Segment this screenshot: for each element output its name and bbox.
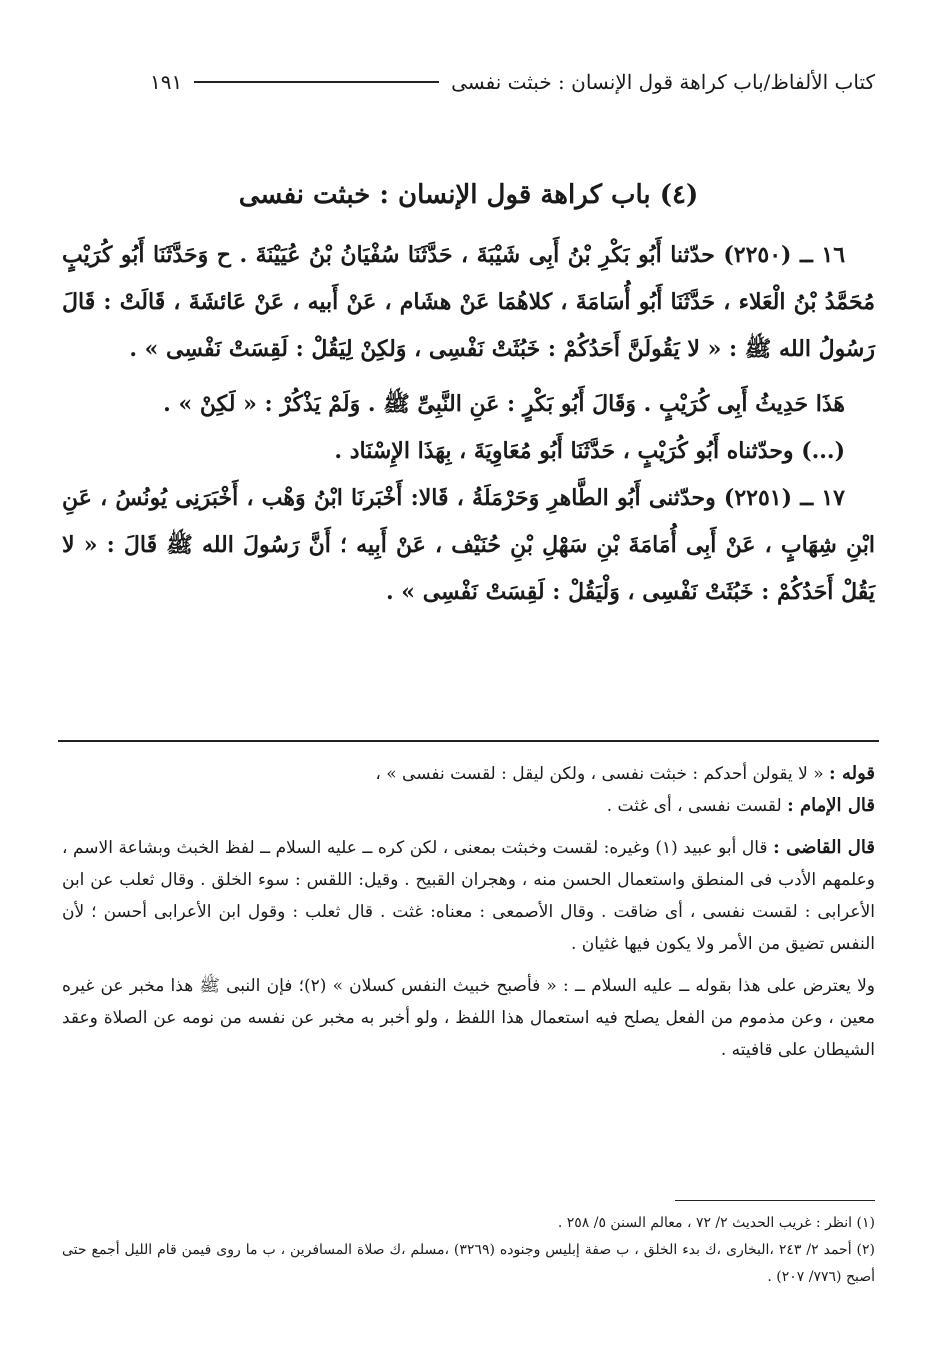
hadith-text xyxy=(62,232,875,616)
chapter-title: (٤) باب كراهة قول الإنسان : خبثت نفسى xyxy=(238,180,699,210)
commentary-paragraph-2 xyxy=(62,790,875,822)
running-header xyxy=(150,62,875,102)
hadith-paragraph-2: هَذَا حَدِيثُ أَبِى كُرَيْبٍ . وَقَالَ أَبُو بَكْرٍ : عَنِ النَّبِىِّ ﷺ . وَلَمْ يَذْكُرْ : « لَكِنْ » . xyxy=(163,391,845,417)
commentary-lead-3: قال القاضى : xyxy=(773,837,875,858)
commentary-text-1: « لا يقولن أحدكم : خبثت نفسى ، ولكن ليقل : لقست نفسى » ، xyxy=(375,764,824,784)
footnote-2: (٢) أحمد ٢/ ٢٤٣ ،البخارى ،ك بدء الخلق ، ب صفة إبليس وجنوده (٣٢٦٩) ،مسلم ،ك صلاة المسافرين ، ب ما روى فيمن قام الليل أجمع حتى أصبح (٧٧٦/ ٢٠٧) . xyxy=(62,1242,875,1285)
hadith-paragraph-1: ١٦ ــ (٢٢٥٠) حدّثنا أَبُو بَكْرِ بْنُ أَبِى شَيْبَةَ ، حَدَّثَنَا سُفْيَانُ بْنُ عُيَيْنَةَ . ح وَحَدَّثَنَا أَبُو كُرَيْبٍ مُحَمَّدُ بْنُ الْعَلاء ، حَدَّثَنَا أَبُو أُسَامَةَ ، كلاهُمَا عَنْ هشَام ، عَنْ أَبيه ، عَنْ عَائشَةَ ، قَالَتْ : قَالَ رَسُولُ الله ﷺ : « لا يَقُولَنَّ أَحَدُكُمْ : خَبُثَتْ نَفْسِى ، وَلكِنْ لِيَقُلْ : لَقِسَتْ نَفْسِى » . xyxy=(62,242,875,362)
commentary-paragraph-3 xyxy=(62,832,875,960)
commentary-lead-1: قوله : xyxy=(829,763,875,784)
header-rule xyxy=(194,81,439,83)
commentary-text-3: قال أبو عبيد (١) وغيره: لقست وخبثت بمعنى ، لكن كره ــ عليه السلام ــ لفظ الخبث وبشاعة الاسم ، وعلمهم الأدب فى المنطق واستعمال الحسن منه ، وهجران القبيح . وقيل: اللقس : سوء الخلق . وقال ثعلب عن ابن الأعرابى : لقست نفسى ، أى ضاقت . وقال الأصمعى : معناه: غثت . قال ثعلب : وقول ابن الأعرابى أحسن ؛ لأن النفس تضيق من الأمر ولا يكون فيها غثيان . xyxy=(62,838,875,954)
hadith-paragraph-4: ١٧ ــ (٢٢٥١) وحدّثنى أَبُو الطَّاهرِ وَحَرْمَلَةُ ، قَالا: أَخْبَرنَا ابْنُ وَهْب ، أَخْبَرَنِى يُونُسُ ، عَنِ ابْنِ شِهَابٍ ، عَنْ أَبِى أُمَامَةَ بْنِ سَهْلِ بْنِ حُنَيْف ، عَنْ أَبِيه ؛ أَنَّ رَسُولَ الله ﷺ قَالَ : « لا يَقُلْ أَحَدُكُمْ : خَبُثَتْ نَفْسِى ، وَلْيَقُلْ : لَقِسَتْ نَفْسِى » . xyxy=(62,485,875,605)
commentary-paragraph-1 xyxy=(62,758,875,790)
hadith-paragraph-3: (...) وحدّثناه أَبُو كُرَيْبٍ ، حَدَّثَنَا أَبُو مُعَاوِيَةَ ، بِهَذَا الإِسْنَاد . xyxy=(334,438,845,464)
commentary-paragraph-4: ولا يعترض على هذا بقوله ــ عليه السلام ــ : « فأصبح خبيث النفس كسلان » (٢)؛ فإن النبى ﷺ هذا مخبر عن غيره معين ، وعن مذموم من الفعل يصلح فيه استعمال هذا اللفظ ، ولو أخبر به مخبر عن نفسه من نومه عن الصلاة وعقد الشيطان على قافيته . xyxy=(62,976,875,1060)
footnote-1: (١) انظر : غريب الحديث ٢/ ٧٢ ، معالم السنن ٥/ ٢٥٨ . xyxy=(557,1215,875,1231)
running-header-title: كتاب الألفاظ/باب كراهة قول الإنسان : خبثت نفسى xyxy=(451,70,875,94)
commentary-divider xyxy=(58,740,879,742)
footnotes xyxy=(62,1210,875,1291)
page-number: ١٩١ xyxy=(150,70,183,94)
commentary-text-2: لقست نفسى ، أى غثت . xyxy=(606,796,782,816)
commentary xyxy=(62,758,875,1066)
commentary-lead-2: قال الإمام : xyxy=(787,795,875,816)
footnote-rule xyxy=(675,1200,875,1201)
